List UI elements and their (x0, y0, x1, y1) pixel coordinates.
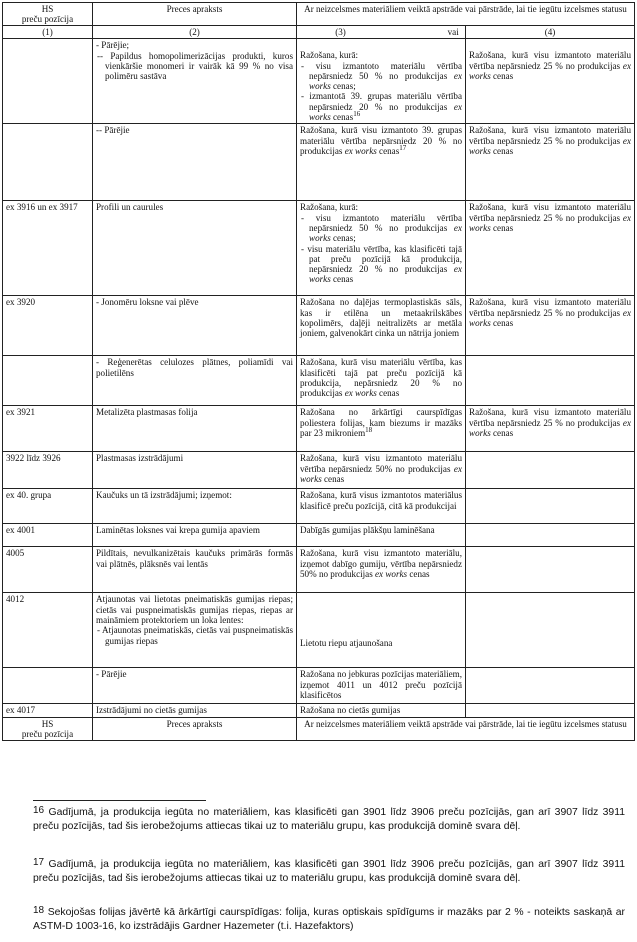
processing-bullet-text: - izmantotā 39. grupas materiālu vērtība nepārsniedz 20 % no produkcijas ex works cenas (301, 91, 462, 123)
hs-cell (3, 356, 93, 406)
alternative-cell (466, 704, 635, 717)
description-cell: Plastmasas izstrādājumi (93, 452, 297, 489)
processing-cell (297, 201, 466, 296)
header-description: Preces apraksts (93, 3, 297, 26)
hs-cell (3, 124, 93, 201)
description-cell: - Reģenerētas celulozes plātnes, poliamīdi vai polietilēns (93, 356, 297, 406)
spacer (300, 594, 462, 628)
processing-bullet: - visu izmantoto materiālu vērtība nepārsniedz 50 % no produkcijas ex works cenas; (301, 60, 462, 92)
alternative-cell (466, 489, 635, 524)
footnote (33, 906, 625, 934)
processing-cell: Ražošana no daļējas termoplastiskās sāls, kas ir etilēna un metaakrilskābes kopolimērs, daļēji neitralizēts ar metāla joniem, galvenokārt cinka un nātrija joniem (297, 296, 466, 356)
table-row (3, 124, 635, 201)
hs-cell (3, 39, 93, 124)
processing-cell: Ražošana, kurā visu materiālu vērtība, kas klasificēti tajā pat preču pozīcijā kā produkcija, nepārsniedz 20 % no produkcijas ex works cenas (297, 356, 466, 406)
spacer (469, 40, 631, 50)
hs-cell: 4012 (3, 593, 93, 668)
table-header-row (3, 3, 635, 26)
table-row (3, 668, 635, 704)
hs-cell: ex 4017 (3, 704, 93, 717)
alternative-cell (466, 356, 635, 406)
description-cell (93, 39, 297, 124)
footer-header-description: Preces apraksts (93, 717, 297, 740)
table-row (3, 704, 635, 717)
table-row (3, 39, 635, 124)
processing-cell: Ražošana, kurā visu izmantoto materiālu vērtība nepārsniedz 50% no produkcijas ex works cenas (297, 452, 466, 489)
processing-cell: Dabīgās gumijas plākšņu laminēšana (297, 524, 466, 547)
description-cell: - Jonomēru loksne vai plēve (93, 296, 297, 356)
description-cell: Izstrādājumi no cietās gumijas (93, 704, 297, 717)
hs-cell: ex 3920 (3, 296, 93, 356)
processing-cell (297, 593, 466, 668)
description-cell: Pildītais, nevulkanizētais kaučuks primārās formās vai plātnēs, plāksnēs vai lentās (93, 547, 297, 593)
footnote-separator (33, 800, 206, 801)
table-row (3, 452, 635, 489)
processing-cell: Ražošana, kurā visus izmantotos materiālus klasificē preču pozīcijā, citā kā produkcijai (297, 489, 466, 524)
processing-intro: Ražošana, kurā: (300, 202, 359, 213)
table-row (3, 201, 635, 296)
rules-table (2, 2, 635, 741)
footnote-number: 18 (33, 905, 45, 916)
processing-bullet: - visu materiālu vērtība, kas klasificēti tajā pat preču pozīcijā kā produkcija, nepārsniedz 20 % no produkcijas ex works cenas (301, 243, 462, 285)
hs-cell (3, 668, 93, 704)
alternative-cell (466, 39, 635, 124)
processing-bullet: - visu izmantoto materiālu vērtība nepārsniedz 50 % no produkcijas ex works cenas; (301, 212, 462, 244)
processing-text: Ražošana no ārkārtīgi caurspīdīgas poliestera folijas, kam biezums ir mazāks par 23 mikroniem (300, 407, 462, 438)
table-row (3, 406, 635, 452)
table-row (3, 296, 635, 356)
footer-header-hs-code: HS preču pozīcija (3, 717, 93, 740)
processing-intro: Ražošana, kurā: (300, 50, 359, 61)
footnote-ref: 17 (399, 143, 407, 152)
table-row (3, 547, 635, 593)
footer-header-processing: Ar neizcelsmes materiāliem veiktā apstrāde vai pārstrāde, lai tie iegūtu izcelsmes statusu (297, 717, 635, 740)
description-cell: Metalizēta plastmasas folija (93, 406, 297, 452)
alternative-cell (466, 547, 635, 593)
footnote (33, 858, 625, 886)
alternative-cell: Ražošana, kurā visu izmantoto materiālu vērtība nepārsniedz 25 % no produkcijas ex works cenas (466, 406, 635, 452)
description-cell: - Pārējie (93, 668, 297, 704)
spacer (300, 628, 462, 638)
header-processing: Ar neizcelsmes materiāliem veiktā apstrāde vai pārstrāde, lai tie iegūtu izcelsmes statusu (297, 3, 635, 26)
alternative-cell: Ražošana, kurā visu izmantoto materiālu vērtība nepārsniedz 25 % no produkcijas ex works cenas (466, 124, 635, 201)
footnote-text: Gadījumā, ja produkcija iegūta no materiāliem, kas klasificēti gan 3901 līdz 3906 preču pozīcijās, gan arī 3907 līdz 3911 preču pozīcijās, tad šis ierobežojums attiecas tikai uz to materiālu grupu, kas produkcijā dominē svara dēļ. (33, 859, 625, 884)
description-cell: Profili un caurules (93, 201, 297, 296)
alternative-cell: Ražošana, kurā visu izmantoto materiālu vērtība nepārsniedz 25 % no produkcijas ex works cenas (466, 296, 635, 356)
description-line: - Pārējie; (96, 40, 130, 51)
alternative-cell (466, 668, 635, 704)
processing-cell: Ražošana, kurā visu izmantoto materiālu, izņemot dabīgo gumiju, vērtība nepārsniedz 50% no produkcijas ex works cenas (297, 547, 466, 593)
column-number-3 (297, 26, 466, 39)
hs-cell: ex 3916 un ex 3917 (3, 201, 93, 296)
hs-cell: 4005 (3, 547, 93, 593)
column-or-label: vai (447, 27, 459, 37)
table-row (3, 593, 635, 668)
column-number-1: (1) (3, 26, 93, 39)
header-hs-code: HS preču pozīcija (3, 3, 93, 26)
alternative-cell (466, 593, 635, 668)
processing-cell (297, 39, 466, 124)
table-row (3, 356, 635, 406)
description-cell: -- Pārējie (93, 124, 297, 201)
processing-bullet (300, 91, 462, 122)
footnote-number: 16 (33, 805, 45, 816)
table-row (3, 524, 635, 547)
footnote-text: Gadījumā, ja produkcija iegūta no materiāliem, kas klasificēti gan 3901 līdz 3906 preču pozīcijās, gan arī 3907 līdz 3911 preču pozīcijās, tad šis ierobežojums attiecas tikai uz to materiālu grupu, kas produkcijā dominē svara dēļ. (33, 807, 625, 832)
hs-cell: ex 4001 (3, 524, 93, 547)
hs-cell: ex 40. grupa (3, 489, 93, 524)
description-line: Atjaunotas vai lietotas pneimatiskās gumijas riepas; cietās vai puspneimatiskās gumijas riepas, riepas ar maināmiem protektoriem un loka lentes: (96, 594, 293, 625)
spacer (300, 40, 462, 50)
description-cell: Kaučuks un tā izstrādājumi; izņemot: (93, 489, 297, 524)
alternative-cell (466, 452, 635, 489)
description-line: - Atjaunotas pneimatiskās, cietās vai puspneimatiskās gumijas riepas (97, 625, 293, 646)
alternative-cell: Ražošana, kurā visu izmantoto materiālu vērtība nepārsniedz 25 % no produkcijas ex works cenas (466, 201, 635, 296)
processing-text: Lietotu riepu atjaunošana (300, 638, 393, 649)
description-line: -- Papildus homopolimerizācijas produkti, kuros vienkāršie monomeri ir vairāk kā 99 % no visa polimēru sastāva (97, 50, 293, 82)
alternative-cell (466, 524, 635, 547)
processing-cell (297, 124, 466, 201)
description-cell: Laminētas loksnes vai krepa gumija apaviem (93, 524, 297, 547)
hs-cell: ex 3921 (3, 406, 93, 452)
footnote-text: Sekojošas folijas jāvērtē kā ārkārtīgi caurspīdīgas: folija, kuras optiskais spīdīgums ir mazāks par 2 % - noteikts saskaņā ar ASTM-D 1003-16, ko izstrādājis Gardner Hazemeter (t.i. Hazefaktors) (33, 907, 625, 932)
table-footer-header-row (3, 717, 635, 740)
hs-cell: 3922 līdz 3926 (3, 452, 93, 489)
footnote-ref: 18 (365, 425, 373, 434)
processing-cell (297, 406, 466, 452)
alternative-text: Ražošana, kurā visu izmantoto materiālu vērtība nepārsniedz 25 % no produkcijas ex works cenas (469, 50, 631, 81)
footnote-number: 17 (33, 857, 45, 868)
footnote (33, 806, 625, 834)
processing-cell: Ražošana no cietās gumijas (297, 704, 466, 717)
footnote-ref: 16 (353, 110, 361, 119)
column-number-4: (4) (466, 26, 635, 39)
column-number-2: (2) (93, 26, 297, 39)
column-number-row (3, 26, 635, 39)
processing-text: Ražošana, kurā visu izmantoto 39. grupas materiālu vērtība nepārsniedz 20 % no produkcijas ex works cenas (300, 125, 462, 156)
column-number-3-label: (3) (335, 27, 346, 37)
table-row (3, 489, 635, 524)
description-cell (93, 593, 297, 668)
processing-cell: Ražošana no jebkuras pozīcijas materiāliem, izņemot 4011 un 4012 preču pozīcijā klasificētos (297, 668, 466, 704)
